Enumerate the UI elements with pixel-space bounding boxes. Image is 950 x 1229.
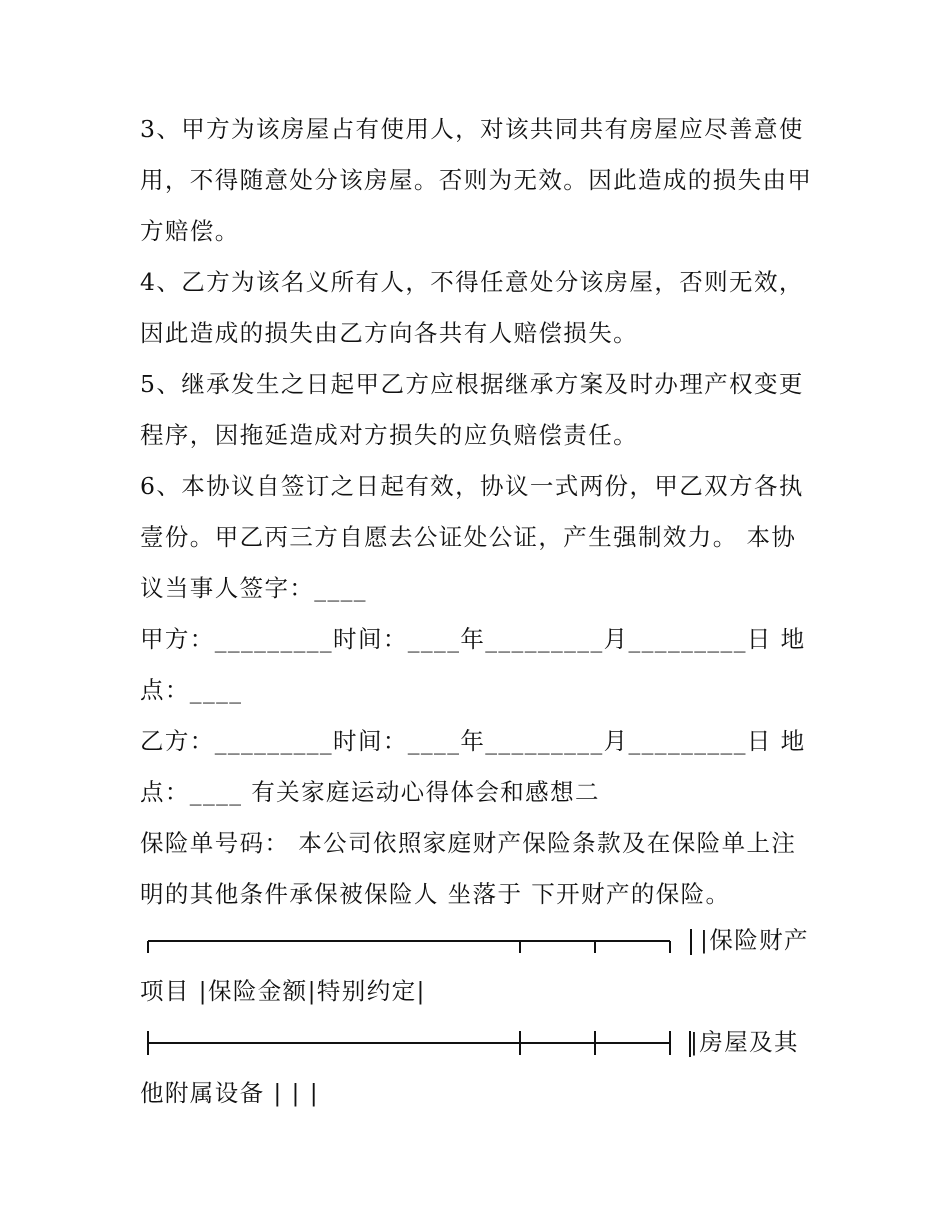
insurance-intro-line-1: 保险单号码： 本公司依照家庭财产保险条款及在保险单上注 [140, 829, 797, 857]
signature-label: 议当事人签字：____ [140, 574, 367, 602]
table-header-property-label: |保险财产 [700, 926, 809, 954]
party-b-signature-line: 乙方：_________时间：____年_________月_________日 地 [140, 727, 806, 755]
paragraph-3-line-1: 3、甲方为该房屋占有使用人，对该共同共有房屋应尽善意使 [140, 115, 804, 143]
party-a-location-line: 点：____ [140, 676, 243, 704]
table-header-columns: 项目 |保险金额|特别约定| [140, 977, 426, 1005]
paragraph-5-line-1: 5、继承发生之日起甲乙方应根据继承方案及时办理产权变更 [140, 370, 804, 398]
party-b-location-line: 点：____ 有关家庭运动心得体会和感想二 [140, 778, 600, 806]
paragraph-3-line-3: 方赔偿。 [140, 217, 240, 245]
paragraph-5-line-2: 程序，因拖延造成对方损失的应负赔偿责任。 [140, 421, 638, 449]
paragraph-6-line-2: 壹份。甲乙丙三方自愿去公证处公证，产生强制效力。 本协 [140, 523, 797, 551]
insurance-intro-line-2: 明的其他条件承保被保险人 坐落于 下开财产的保险。 [140, 880, 731, 908]
table-row-house-cells: 他附属设备 | | | [140, 1079, 320, 1107]
party-a-signature-line: 甲方：_________时间：____年_________月_________日 地 [140, 625, 806, 653]
paragraph-4-line-2: 因此造成的损失由乙方向各共有人赔偿损失。 [140, 319, 638, 347]
paragraph-6-line-1: 6、本协议自签订之日起有效，协议一式两份，甲乙双方各执 [140, 472, 804, 500]
paragraph-4-line-1: 4、乙方为该名义所有人，不得任意处分该房屋，否则无效， [140, 268, 804, 296]
paragraph-3-line-2: 用，不得随意处分该房屋。否则为无效。因此造成的损失由甲 [140, 166, 813, 194]
table-row-house-label: |房屋及其 [690, 1028, 799, 1056]
